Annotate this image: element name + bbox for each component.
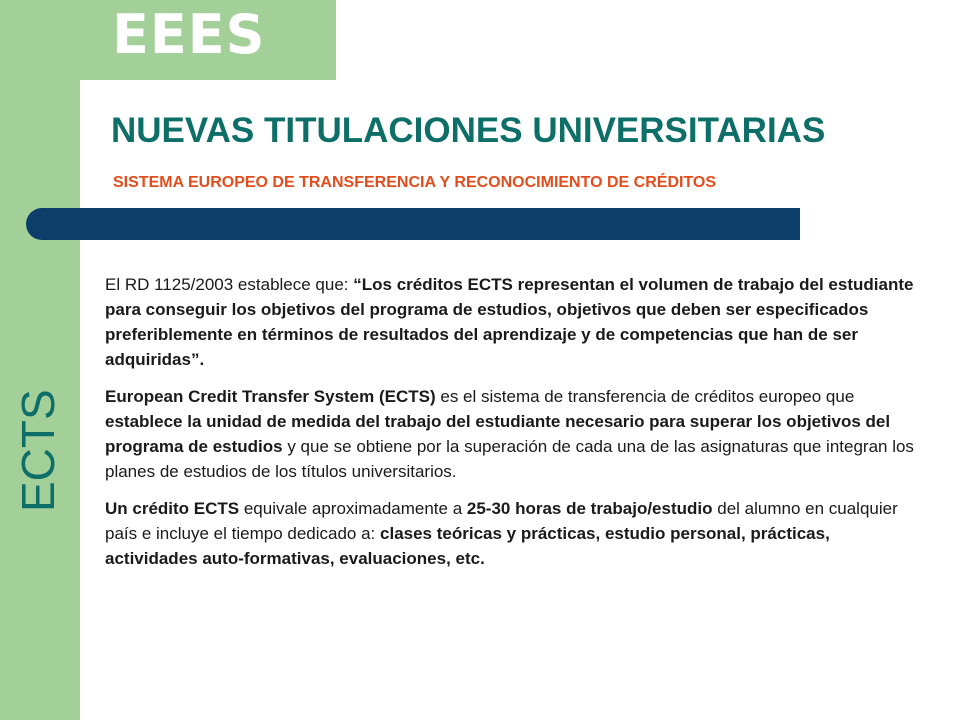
text-span-bold: Un crédito ECTS: [105, 499, 240, 518]
text-span: del alumno en cualquier país e incluye el tiempo dedicado a:: [105, 499, 898, 543]
text-span-bold: “Los créditos ECTS representan el volumen de trabajo del estudiante para conseguir los objetivos del programa de estudios, objetivos que deben ser especificados preferiblemente en términos de resultados del aprendizaje y de competencias que han de ser adquiridas”.: [105, 275, 914, 369]
header-divider-bar: [26, 208, 800, 240]
page-title: NUEVAS TITULACIONES UNIVERSITARIAS: [111, 111, 826, 150]
text-span: El RD 1125/2003 establece que:: [105, 275, 354, 294]
eees-logo-text: EEES: [112, 3, 266, 66]
content-body: [105, 272, 917, 583]
paragraph-rd-definition: [105, 272, 917, 372]
page-subtitle: SISTEMA EUROPEO DE TRANSFERENCIA Y RECONOCIMIENTO DE CRÉDITOS: [113, 174, 717, 191]
text-span-bold: 25-30 horas de trabajo/estudio: [466, 499, 713, 518]
paragraph-ects-definition: [105, 384, 917, 484]
paragraph-credit-equivalence: [105, 496, 917, 571]
rounded-corner-cutout: [80, 80, 340, 220]
side-label-ects: ECTS: [12, 389, 64, 512]
text-span-bold: clases teóricas y prácticas, estudio personal, prácticas, actividades auto-formativas, evaluaciones, etc.: [105, 524, 830, 568]
left-green-bar: [0, 0, 80, 720]
text-span: es el sistema de transferencia de créditos europeo que: [435, 387, 855, 406]
text-span-bold: European Credit Transfer System (ECTS): [105, 387, 436, 406]
text-span: y que se obtiene por la superación de cada una de las asignaturas que integran los planes de estudios de los títulos universitarios.: [105, 437, 914, 481]
text-span: equivale aproximadamente a: [239, 499, 467, 518]
text-span-bold: establece la unidad de medida del trabajo del estudiante necesario para superar los objetivos del programa de estudios: [105, 412, 891, 456]
